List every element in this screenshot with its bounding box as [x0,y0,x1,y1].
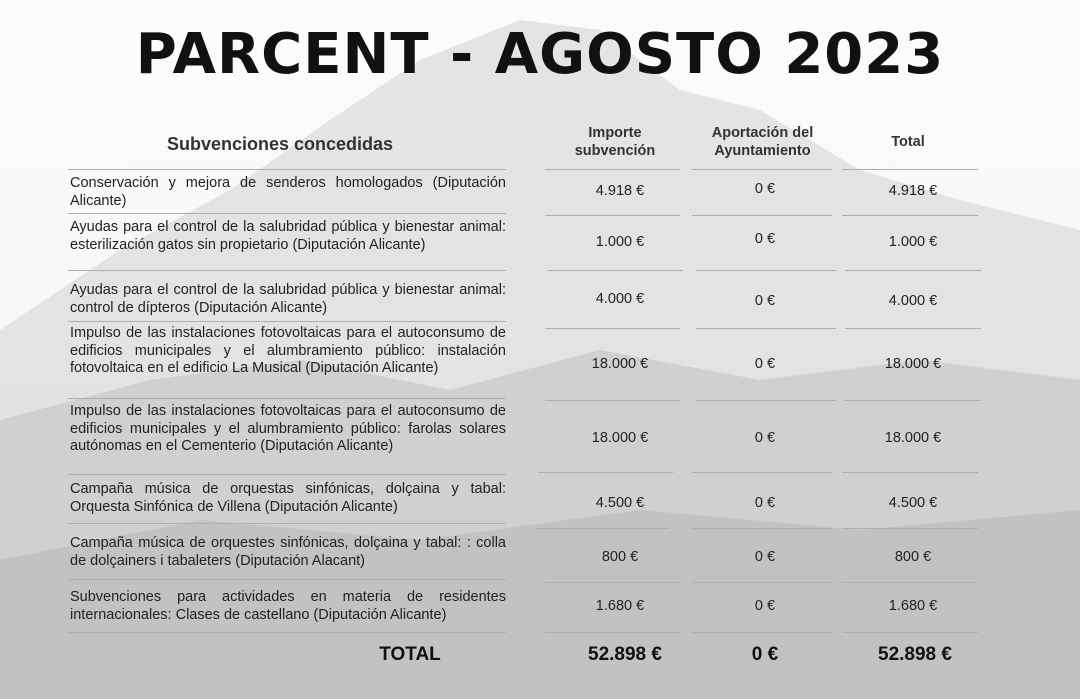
total-label: TOTAL [379,644,441,665]
row-aportacion: 0 € [754,181,776,197]
row-total: 800 € [894,549,932,565]
row-importe: 1.680 € [595,598,645,614]
row-importe: 1.000 € [595,234,645,250]
row-importe: 4.500 € [595,495,645,511]
row-aportacion: 0 € [754,549,776,565]
total-aportacion: 0 € [751,644,779,665]
row-importe: 4.918 € [595,183,645,199]
header-concept: Subvenciones concedidas [166,134,394,154]
row-importe: 18.000 € [591,430,649,446]
total-total: 52.898 € [878,644,952,665]
header-total: Total [891,134,925,150]
row-aportacion: 0 € [754,495,776,511]
table-row-concept: Impulso de las instalaciones fotovoltaicas para el autoconsumo de edificios municipales y el alumbramiento público: farolas solares autónomas en el Cementerio (Diputación Alicante) [70,403,506,454]
row-total: 1.680 € [888,598,938,614]
row-importe: 4.000 € [595,291,645,307]
row-total: 18.000 € [884,430,942,446]
row-total: 1.000 € [888,234,938,250]
row-total: 4.000 € [888,293,938,309]
row-aportacion: 0 € [754,356,776,372]
table-row-concept: Ayudas para el control de la salubridad pública y bienestar animal: esterilización gatos sin propietario (Diputación Alicante) [70,219,506,253]
row-aportacion: 0 € [754,598,776,614]
row-total: 4.500 € [888,495,938,511]
row-importe: 18.000 € [591,356,649,372]
row-aportacion: 0 € [754,293,776,309]
row-importe: 800 € [601,549,639,565]
header-importe: Importe subvención [574,125,656,159]
row-aportacion: 0 € [754,231,776,247]
table-row-concept: Conservación y mejora de senderos homologados (Diputación Alicante) [70,175,506,209]
total-importe: 52.898 € [588,644,662,665]
table-row-concept: Campaña música de orquestes sinfónicas, dolçaina y tabal: : colla de dolçainers i tabaleters (Diputación Alacant) [70,535,506,569]
table-row-concept: Campaña música de orquestas sinfónicas, dolçaina y tabal: Orquesta Sinfónica de Villena (Diputación Alicante) [70,481,506,515]
header-aportacion: Aportación del Ayuntamiento [711,125,814,159]
row-total: 18.000 € [884,356,942,372]
table-row-concept: Subvenciones para actividades en materia de residentes internacionales: Clases de castellano (Diputación Alicante) [70,589,506,623]
page-title: PARCENT - AGOSTO 2023 [135,22,945,87]
row-total: 4.918 € [888,183,938,199]
row-aportacion: 0 € [754,430,776,446]
table-row-concept: Impulso de las instalaciones fotovoltaicas para el autoconsumo de edificios municipales y el alumbramiento público: instalación fotovoltaica en el edificio La Musical (Diputación Alicante) [70,325,506,376]
table-row-concept: Ayudas para el control de la salubridad pública y bienestar animal: control de dípteros (Diputación Alicante) [70,282,506,316]
